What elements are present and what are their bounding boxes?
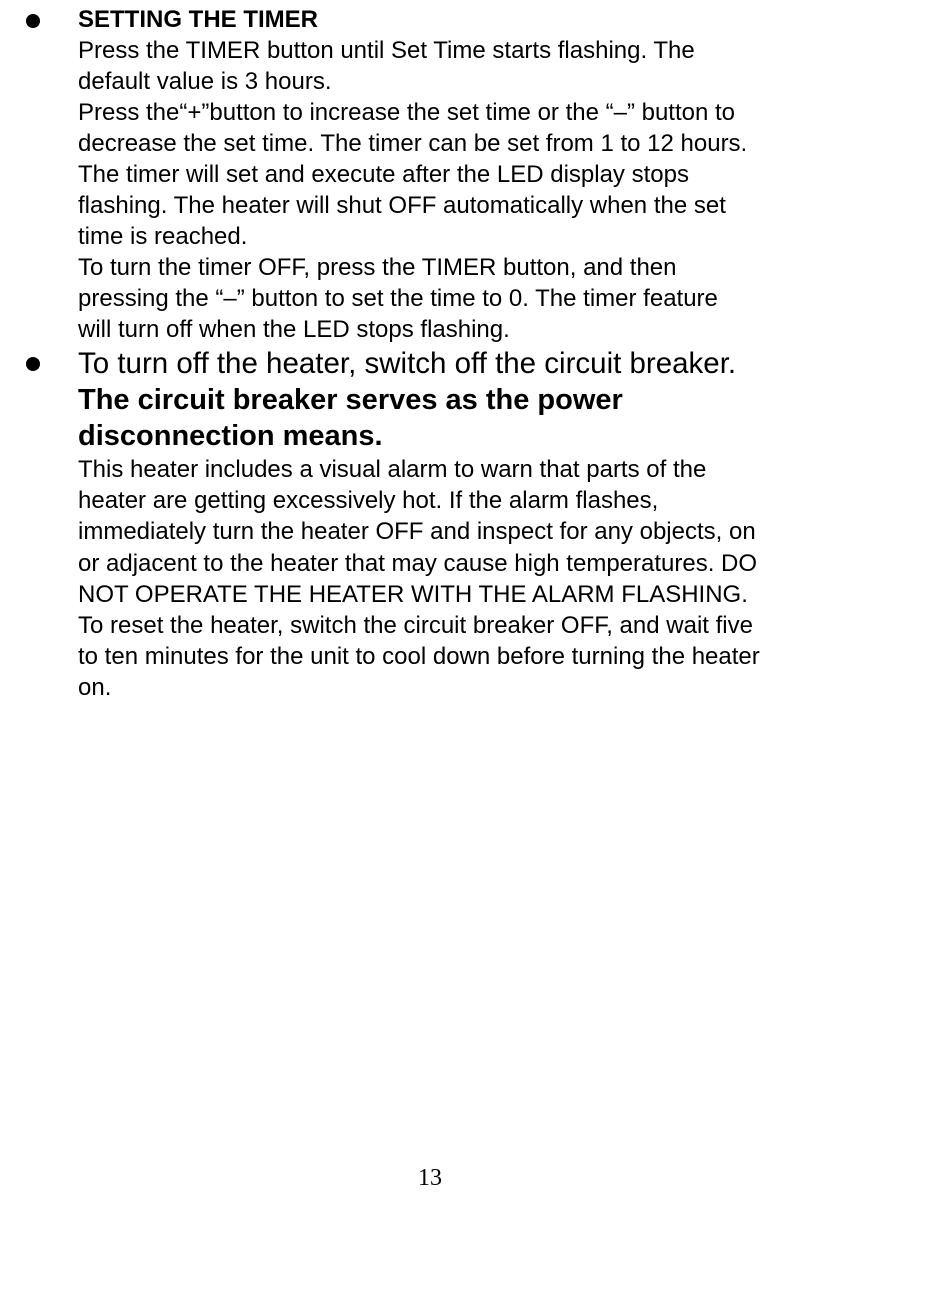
paragraph-line: immediately turn the heater OFF and inspect for any objects, on [78, 518, 756, 546]
paragraph-line: Press the TIMER button until Set Time starts flashing. The [78, 37, 695, 64]
paragraph-line: will turn off when the LED stops flashing. [78, 316, 510, 343]
page-number: 13 [418, 1165, 442, 1191]
paragraph-line: to ten minutes for the unit to cool down before turning the heater [78, 643, 760, 671]
section-turn-off-heater [78, 346, 858, 704]
paragraph-line: pressing the “–” button to set the time to 0. The timer feature [78, 285, 718, 312]
bullet-setting-timer [26, 14, 40, 28]
paragraph-line: heater are getting excessively hot. If the alarm flashes, [78, 487, 659, 515]
paragraph-line: This heater includes a visual alarm to warn that parts of the [78, 456, 707, 483]
paragraph-line: NOT OPERATE THE HEATER WITH THE ALARM FLASHING. [78, 580, 748, 608]
warning-line: The circuit breaker serves as the power [78, 384, 623, 416]
lead-instruction: To turn off the heater, switch off the circuit breaker. [78, 347, 737, 380]
section-heading: SETTING THE TIMER [78, 6, 318, 33]
paragraph-line: flashing. The heater will shut OFF automatically when the set [78, 192, 726, 219]
paragraph-line: Press the“+”button to increase the set time or the “–” button to [78, 99, 736, 126]
paragraph-line: To turn the timer OFF, press the TIMER button, and then [78, 254, 677, 281]
paragraph-line: decrease the set time. The timer can be set from 1 to 12 hours. [78, 130, 748, 157]
warning-line: disconnection means. [78, 420, 383, 452]
paragraph-line: The timer will set and execute after the LED display stops [78, 161, 689, 188]
paragraph-line: To reset the heater, switch the circuit breaker OFF, and wait five [78, 612, 753, 640]
paragraph-line: or adjacent to the heater that may cause high temperatures. DO [78, 549, 758, 577]
paragraph-line: time is reached. [78, 223, 248, 250]
section-setting-timer [78, 4, 858, 345]
paragraph-line: default value is 3 hours. [78, 68, 332, 95]
paragraph-line: on. [78, 674, 112, 702]
bullet-turn-off-heater [26, 357, 40, 371]
